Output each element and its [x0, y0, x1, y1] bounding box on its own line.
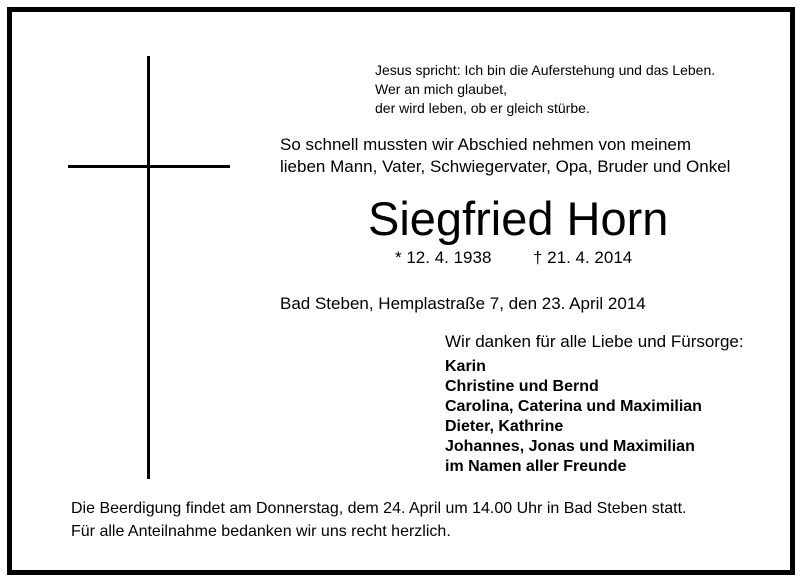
thanks-line: Wir danken für alle Liebe und Fürsorge:: [445, 332, 744, 351]
obituary-notice: [7, 7, 795, 575]
mourner-entry: im Namen aller Freunde: [445, 458, 627, 475]
intro-text: [280, 134, 730, 178]
bible-verse: [375, 61, 715, 118]
death-date: † 21. 4. 2014: [533, 248, 633, 267]
cross-icon-horizontal-bar: [68, 165, 230, 168]
bible-verse-line: Wer an mich glaubet,: [375, 81, 508, 97]
intro-line: So schnell mussten wir Abschied nehmen von meinem: [280, 135, 692, 154]
funeral-notice: [71, 497, 686, 543]
place-and-date: Bad Steben, Hemplastraße 7, den 23. April 2014: [280, 294, 646, 313]
mourner-entry: Karin: [445, 358, 486, 375]
deceased-name: Siegfried Horn: [368, 192, 669, 245]
mourners-list: [445, 357, 702, 477]
birth-date: * 12. 4. 1938: [395, 248, 492, 267]
intro-line: lieben Mann, Vater, Schwiegervater, Opa, Bruder und Onkel: [280, 157, 731, 176]
funeral-line: Die Beerdigung findet am Donnerstag, dem 24. April um 14.00 Uhr in Bad Steben statt.: [71, 500, 687, 517]
cross-icon-vertical-bar: [147, 56, 150, 479]
mourner-entry: Johannes, Jonas und Maximilian: [445, 438, 695, 455]
mourner-entry: Dieter, Kathrine: [445, 418, 564, 435]
mourner-entry: Carolina, Caterina und Maximilian: [445, 398, 702, 415]
mourner-entry: Christine und Bernd: [445, 378, 599, 395]
bible-verse-line: der wird leben, ob er gleich stürbe.: [375, 100, 590, 116]
bible-verse-line: Jesus spricht: Ich bin die Auferstehung und das Leben.: [375, 62, 716, 78]
funeral-line: Für alle Anteilnahme bedanken wir uns recht herzlich.: [71, 523, 451, 540]
